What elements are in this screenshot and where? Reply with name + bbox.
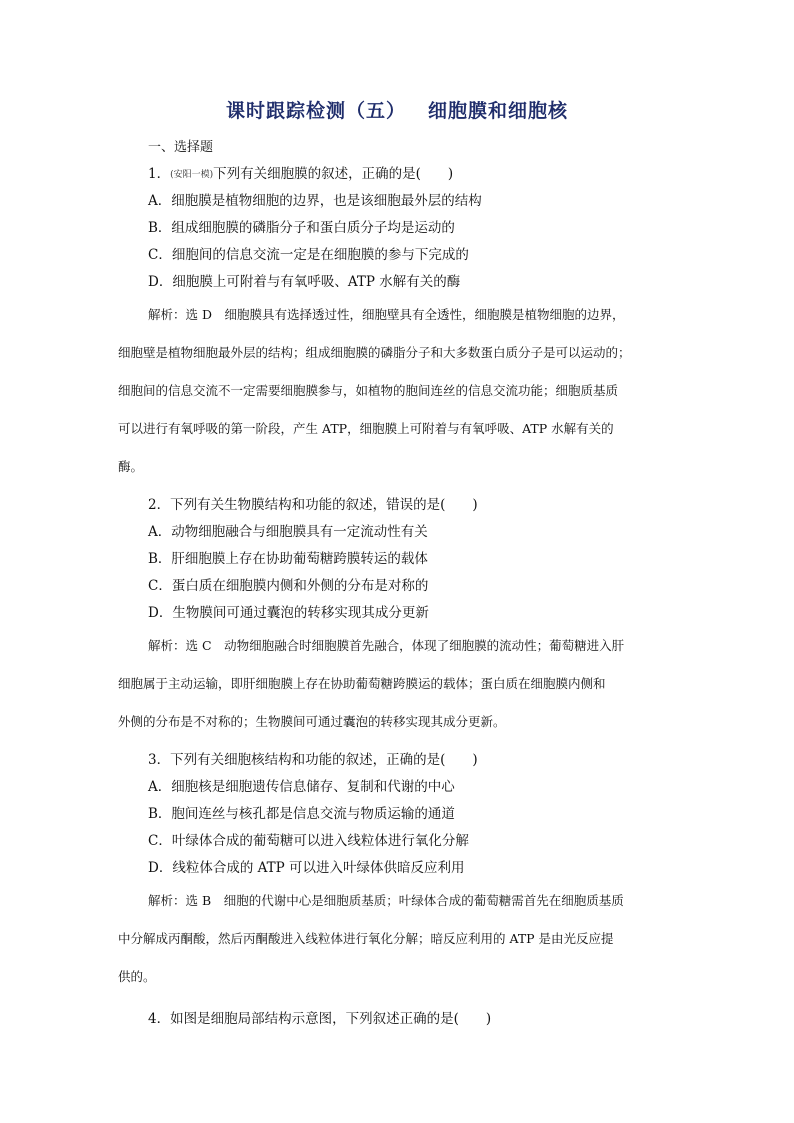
section-heading: 一、选择题 [148,140,214,155]
title-sub: 细胞膜和细胞核 [428,100,569,122]
question-1-option-d: D．细胞膜上可附着与有氧呼吸、ATP 水解有关的酶 [148,274,461,290]
question-2-option-c: C．蛋白质在细胞膜内侧和外侧的分布是对称的 [148,578,429,594]
title-main: 课时跟踪检测（五） [225,100,406,122]
answer-label: 解析：选 D [148,307,212,322]
question-1-stem: 1．(安阳一模)下列有关细胞膜的叙述，正确的是( ) [148,166,454,182]
question-1-analysis: 解析：选 D 细胞膜具有选择透过性，细胞壁具有全透性，细胞膜是植物细胞的边界， 细胞壁是植物细胞最外层的结构；组成细胞膜的磷脂分子和大多数蛋白质分子是可以运动的； 细胞间的信息交流不一定需要细胞膜参与，如植物的胞间连丝的信息交流功能；细胞质基质 可以进行有氧呼吸的第一阶段，产生 ATP，细胞膜上可附着与有氧呼吸、ATP 水解有关的 酶。 [118,307,631,474]
question-1-option-a: A．细胞膜是植物细胞的边界，也是该细胞最外层的结构 [148,193,482,209]
question-2-stem: 2．下列有关生物膜结构和功能的叙述，错误的是( ) [148,497,478,513]
question-4 [118,1006,678,1033]
answer-label: 解析：选 B [148,893,212,908]
question-2-option-a: A．动物细胞融合与细胞膜具有一定流动性有关 [148,524,428,540]
question-1-source: (安阳一模) [170,170,214,180]
question-2-option-d: D．生物膜间可通过囊泡的转移实现其成分更新 [148,605,429,621]
question-3-stem: 3．下列有关细胞核结构和功能的叙述，正确的是( ) [148,752,478,768]
question-4-stem: 4．如图是细胞局部结构示意图，下列叙述正确的是( ) [148,1011,492,1027]
question-3-analysis: 解析：选 B 细胞的代谢中心是细胞质基质；叶绿体合成的葡萄糖需首先在细胞质基质 中分解成丙酮酸，然后丙酮酸进入线粒体进行氧化分解；暗反应利用的 ATP 是由光反应提 供的。 [118,893,624,984]
question-3-option-c: C．叶绿体合成的葡萄糖可以进入线粒体进行氧化分解 [148,833,469,849]
page-title [0,96,794,123]
question-2 [118,492,678,741]
question-2-analysis: 解析：选 C 动物细胞融合时细胞膜首先融合，体现了细胞膜的流动性；葡萄糖进入肝 细胞属于主动运输，即肝细胞膜上存在协助葡萄糖跨膜运的载体；蛋白质在细胞膜内侧和 外侧的分布是不对称的；生物膜间可通过囊泡的转移实现其成分更新。 [118,638,625,729]
document-body [118,134,678,1033]
question-1-option-b: B．组成细胞膜的磷脂分子和蛋白质分子均是运动的 [148,220,455,236]
question-3-option-d: D．线粒体合成的 ATP 可以进入叶绿体供暗反应利用 [148,860,465,876]
answer-label: 解析：选 C [148,638,212,653]
question-2-option-b: B．肝细胞膜上存在协助葡萄糖跨膜转运的载体 [148,551,428,567]
question-1 [118,161,678,486]
question-3-option-a: A．细胞核是细胞遗传信息储存、复制和代谢的中心 [148,779,455,795]
question-3 [118,747,678,996]
question-1-option-c: C．细胞间的信息交流一定是在细胞膜的参与下完成的 [148,247,469,263]
question-3-option-b: B．胞间连丝与核孔都是信息交流与物质运输的通道 [148,806,455,822]
